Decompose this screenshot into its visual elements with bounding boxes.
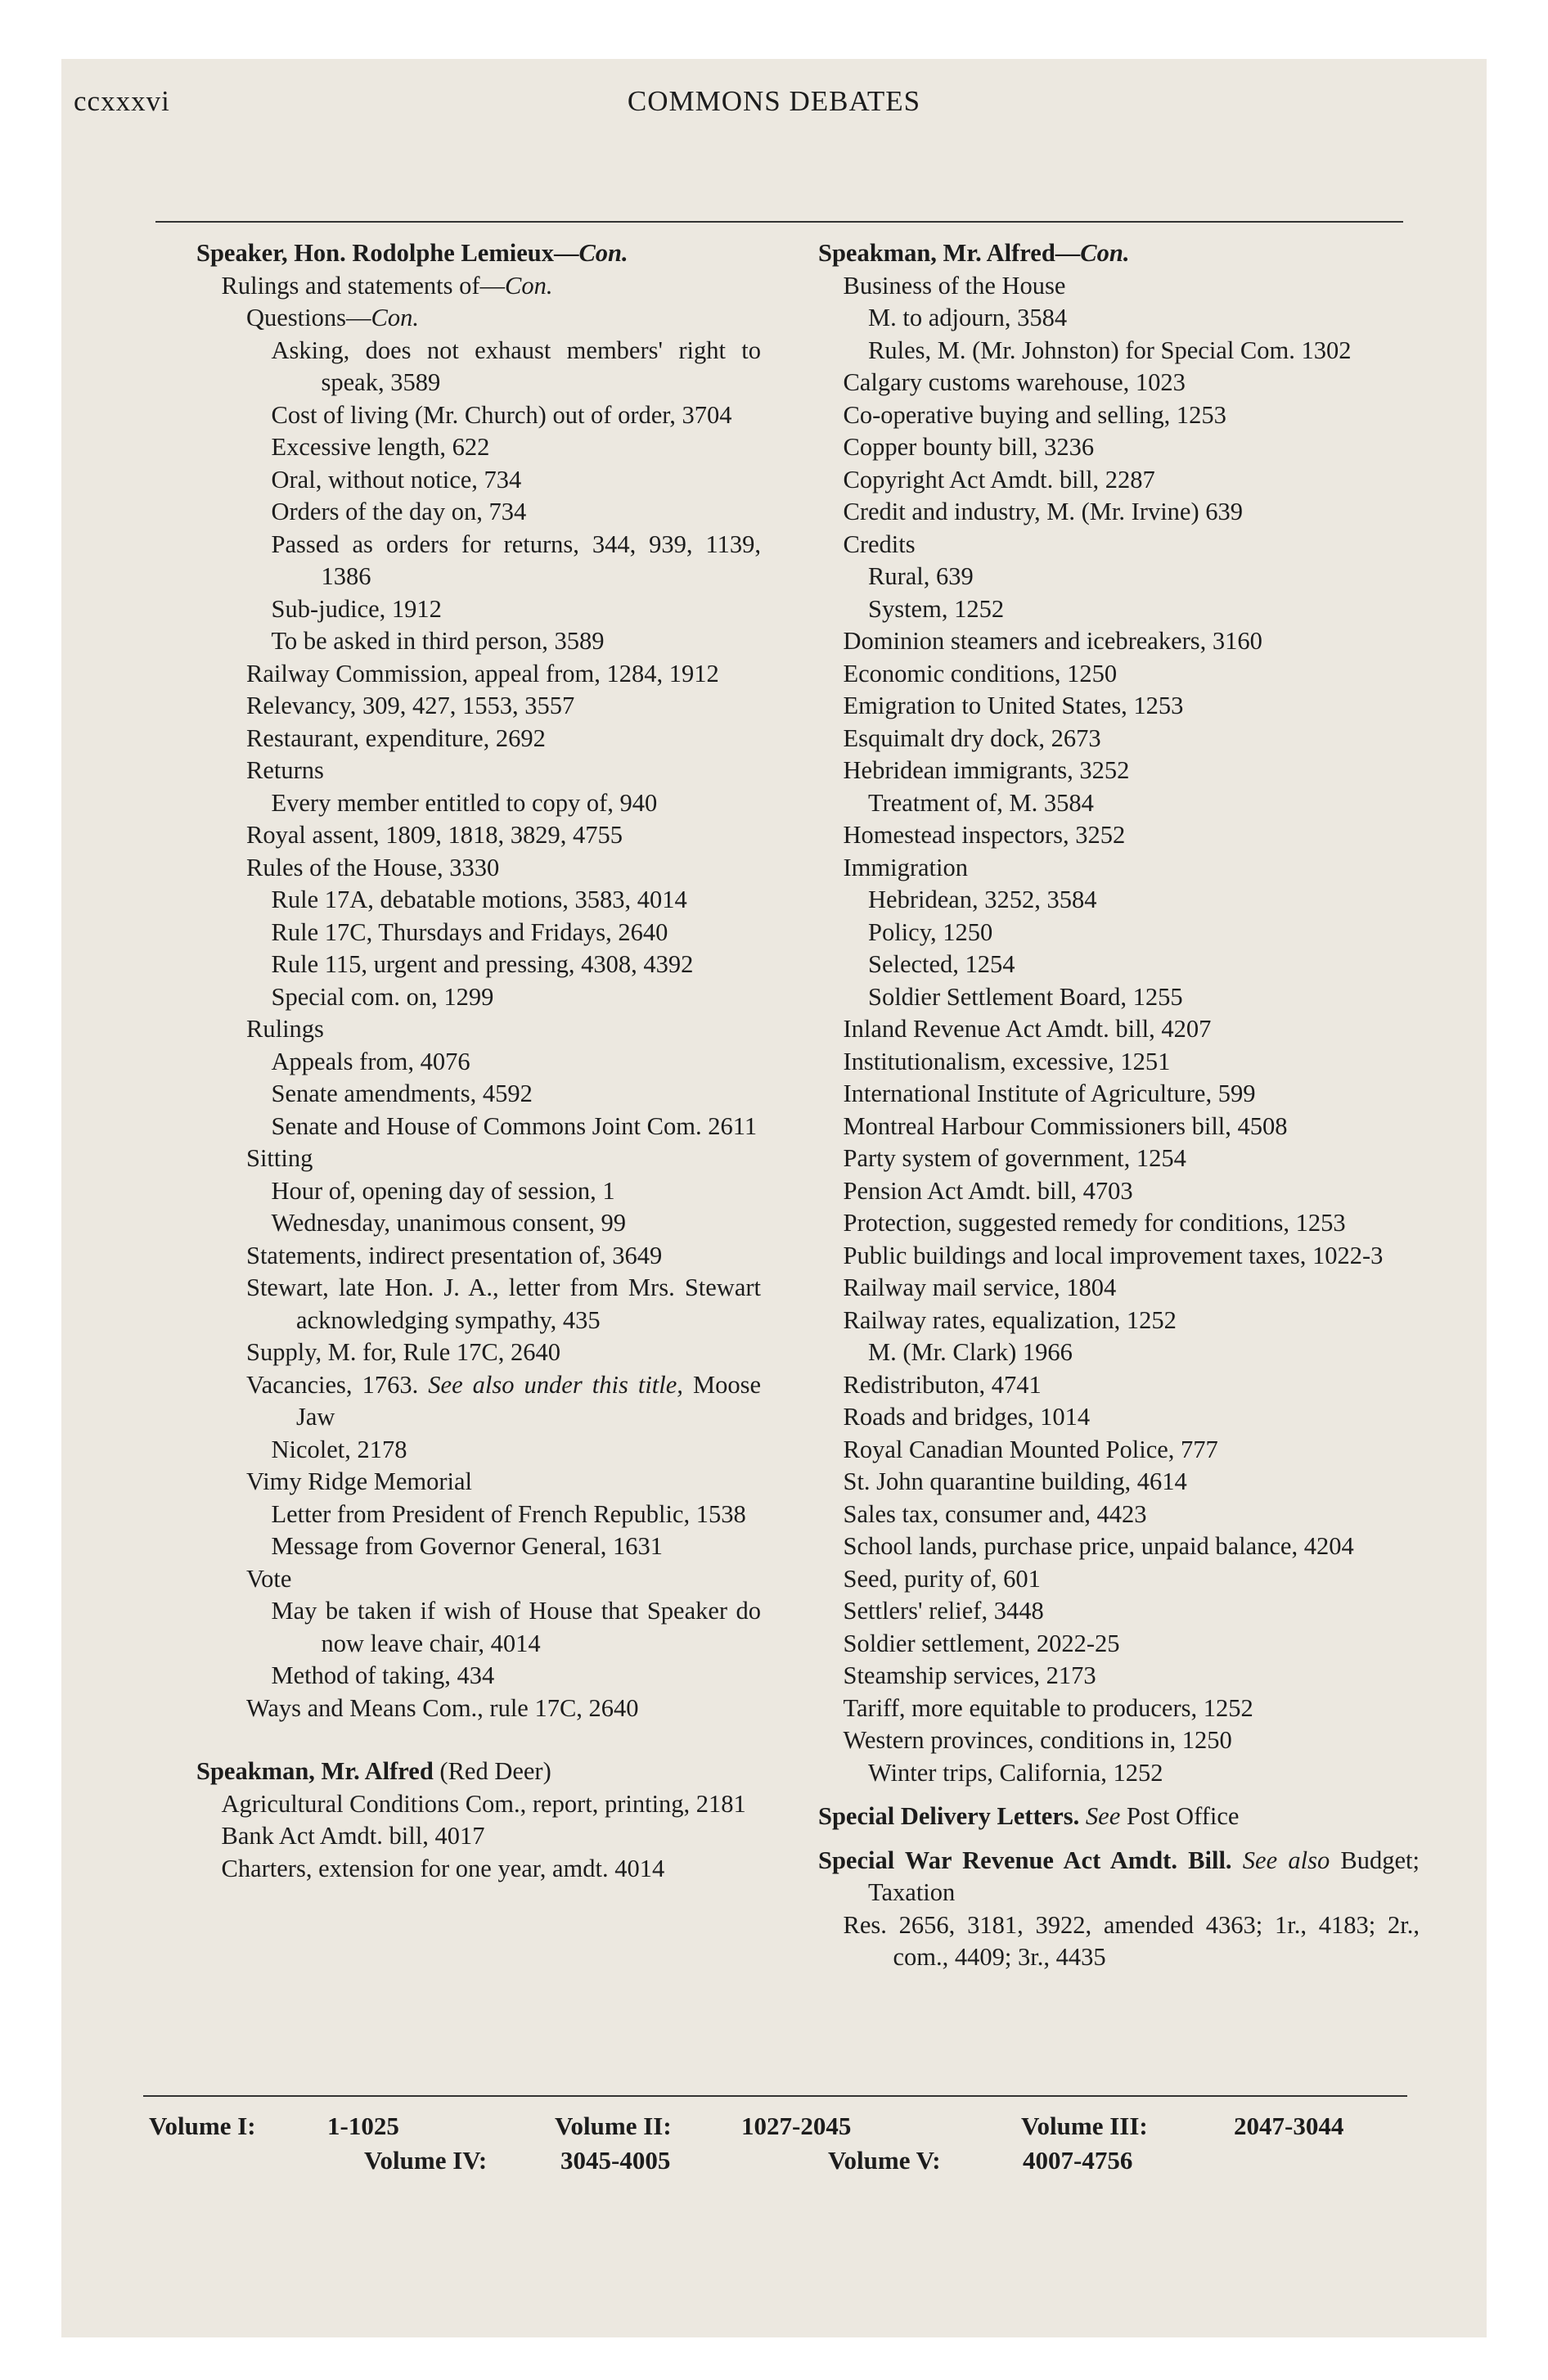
index-entry	[818, 464, 1420, 497]
index-entry	[818, 496, 1420, 529]
entry-text: Budget; Taxation	[868, 1846, 1420, 1906]
entry-text: Vacancies, 1763.	[246, 1370, 429, 1399]
entry-text: Montreal Harbour Commissioners bill, 4508	[843, 1111, 1288, 1140]
index-entry	[196, 1240, 761, 1273]
index-entry	[196, 464, 761, 497]
entry-text: Pension Act Amdt. bill, 4703	[843, 1176, 1133, 1205]
entry-text: Message from Governor General, 1631	[271, 1532, 664, 1560]
entry-text: Bank Act Amdt. bill, 4017	[221, 1822, 485, 1850]
entry-text: St. John quarantine building, 4614	[843, 1467, 1187, 1495]
entry-text: Post Office	[1120, 1802, 1240, 1830]
entry-text: Hour of, opening day of session, 1	[271, 1176, 615, 1205]
index-entry	[196, 1853, 761, 1886]
entry-text: Winter trips, California, 1252	[868, 1758, 1163, 1787]
index-entry	[818, 658, 1420, 691]
index-entry	[818, 1724, 1420, 1757]
entry-text: (Red Deer)	[433, 1757, 551, 1785]
entry-text: Cost of living (Mr. Church) out of order, 3704	[271, 400, 732, 429]
index-entry	[818, 819, 1420, 852]
entry-text: Method of taking, 434	[271, 1661, 495, 1689]
entry-text: Hebridean, 3252, 3584	[868, 886, 1097, 913]
index-entry	[196, 787, 761, 820]
index-entry	[818, 852, 1420, 885]
index-entry	[818, 1078, 1420, 1111]
index-entry	[818, 1530, 1420, 1563]
index-entry	[196, 1820, 761, 1853]
entry-text: Con.	[1080, 239, 1130, 267]
entry-text: May be taken if wish of House that Speaker do now leave chair, 4014	[271, 1597, 761, 1657]
entry-text: Speakman, Mr. Alfred	[818, 239, 1055, 267]
index-entry	[818, 1909, 1420, 1974]
index-entry	[196, 949, 761, 981]
entry-text: Copper bounty bill, 3236	[843, 433, 1095, 461]
index-entry	[196, 1272, 761, 1336]
page-title: COMMONS DEBATES	[627, 85, 921, 117]
index-entry	[196, 917, 761, 949]
index-entry	[196, 1046, 761, 1079]
volume-4-range: 3045-4005	[560, 2146, 671, 2175]
index-entry	[818, 335, 1420, 367]
volume-4-label: Volume IV:	[364, 2146, 488, 2175]
index-entry	[818, 302, 1420, 335]
entry-text: Esquimalt dry dock, 2673	[843, 723, 1101, 752]
entry-text: Settlers' relief, 3448	[843, 1597, 1044, 1625]
entry-text: Tariff, more equitable to producers, 1252	[843, 1693, 1253, 1722]
index-entry	[818, 917, 1420, 949]
entry-text: Speakman, Mr. Alfred	[196, 1757, 434, 1785]
entry-text: Passed as orders for returns, 344, 939, 1139, 1386	[271, 530, 761, 590]
index-entry	[818, 1336, 1420, 1369]
entry-text: Sitting	[246, 1144, 313, 1172]
index-entry	[818, 1499, 1420, 1531]
index-entry	[818, 431, 1420, 464]
index-column-left	[196, 237, 761, 1885]
index-entry	[196, 302, 761, 335]
index-entry	[196, 1788, 761, 1821]
index-entry	[196, 1143, 761, 1175]
entry-text: Rule 115, urgent and pressing, 4308, 4392	[271, 950, 694, 978]
entry-text: Letter from President of French Republic, 1538	[271, 1499, 746, 1528]
index-entry	[196, 1434, 761, 1467]
index-entry	[196, 1563, 761, 1596]
entry-text: Economic conditions, 1250	[843, 659, 1118, 687]
index-entry	[818, 690, 1420, 723]
index-entry	[818, 1175, 1420, 1208]
entry-text: Orders of the day on, 734	[271, 498, 527, 525]
entry-text: Returns	[246, 756, 324, 784]
index-entry	[196, 981, 761, 1014]
index-entry	[196, 1111, 761, 1143]
entry-text: Immigration	[843, 853, 968, 881]
entry-text: Steamship services, 2173	[843, 1661, 1096, 1689]
entry-text: Copyright Act Amdt. bill, 2287	[843, 465, 1155, 494]
entry-text: Senate and House of Commons Joint Com. 2611	[271, 1111, 758, 1140]
entry-text: School lands, purchase price, unpaid balance, 4204	[843, 1532, 1354, 1560]
index-entry	[196, 1175, 761, 1208]
index-entry	[818, 1369, 1420, 1402]
entry-text: Selected, 1254	[868, 950, 1015, 978]
index-entry	[818, 625, 1420, 658]
index-entry	[196, 1336, 761, 1369]
entry-text: Credits	[843, 530, 916, 558]
volume-5-range: 4007-4756	[1023, 2146, 1133, 2175]
entry-text: Nicolet, 2178	[271, 1435, 407, 1463]
entry-text: Con.	[578, 239, 628, 267]
entry-text	[1232, 1846, 1243, 1874]
volume-3-range: 2047-3044	[1234, 2112, 1344, 2140]
index-entry	[196, 1693, 761, 1725]
entry-text: Charters, extension for one year, amdt. 4014	[221, 1854, 665, 1882]
entry-text: Ways and Means Com., rule 17C, 2640	[246, 1693, 639, 1722]
entry-text: Hebridean immigrants, 3252	[843, 756, 1130, 784]
entry-text: Royal assent, 1809, 1818, 3829, 4755	[246, 821, 623, 849]
index-entry	[818, 981, 1420, 1014]
index-entry	[818, 270, 1420, 303]
entry-text: Railway Commission, appeal from, 1284, 1912	[246, 659, 719, 687]
index-entry	[818, 1434, 1420, 1467]
index-entry	[818, 1143, 1420, 1175]
entry-text: Seed, purity of, 601	[843, 1564, 1041, 1593]
entry-text: Supply, M. for, Rule 17C, 2640	[246, 1338, 560, 1366]
index-entry	[818, 593, 1420, 626]
index-entry	[196, 690, 761, 723]
entry-text: Stewart, late Hon. J. A., letter from Mrs. Stewart acknowledging sympathy, 435	[246, 1273, 761, 1334]
entry-text: Relevancy, 309, 427, 1553, 3557	[246, 692, 575, 719]
index-entry	[777, 1801, 1420, 1833]
volume-2-label: Volume II:	[555, 2112, 672, 2140]
entry-text: Co-operative buying and selling, 1253	[843, 400, 1226, 429]
index-entry	[818, 1207, 1420, 1240]
entry-text: See also under this title,	[428, 1370, 683, 1399]
entry-text: Oral, without notice, 734	[271, 465, 522, 494]
entry-text: Restaurant, expenditure, 2692	[246, 723, 546, 752]
entry-text: Special War Revenue Act Amdt. Bill.	[818, 1846, 1232, 1874]
entry-text: Credit and industry, M. (Mr. Irvine) 639	[843, 498, 1243, 525]
entry-text: Treatment of, M. 3584	[868, 788, 1094, 817]
entry-text: See	[1085, 1802, 1121, 1830]
index-entry	[818, 1757, 1420, 1790]
index-entry	[196, 431, 761, 464]
index-entry	[196, 819, 761, 852]
index-entry	[818, 561, 1420, 593]
index-entry	[818, 1563, 1420, 1596]
volume-5-label: Volume V:	[828, 2146, 941, 2175]
index-entry	[196, 1369, 761, 1434]
entry-text: Dominion steamers and icebreakers, 3160	[843, 627, 1262, 655]
entry-text: Asking, does not exhaust members' right to speak, 3589	[271, 336, 761, 396]
index-entry	[196, 1530, 761, 1563]
index-entry	[818, 884, 1420, 917]
entry-text	[1079, 1802, 1086, 1830]
index-column-right	[818, 237, 1420, 1974]
entry-text: Emigration to United States, 1253	[843, 692, 1184, 719]
index-entry	[818, 1272, 1420, 1305]
entry-text: Every member entitled to copy of, 940	[271, 788, 658, 817]
entry-text: Railway mail service, 1804	[843, 1273, 1117, 1301]
index-entry	[196, 1013, 761, 1046]
index-entry	[196, 335, 761, 399]
entry-text: Business of the House	[843, 271, 1066, 300]
entry-text: Vote	[246, 1564, 292, 1593]
index-entry	[818, 529, 1420, 561]
entry-text: Rule 17A, debatable motions, 3583, 4014	[271, 886, 687, 913]
index-entry	[196, 270, 761, 303]
index-entry	[818, 949, 1420, 981]
index-entry	[196, 852, 761, 885]
entry-text: Special com. on, 1299	[271, 982, 494, 1011]
index-entry	[818, 1046, 1420, 1079]
page-folio: ccxxxvi	[74, 85, 170, 117]
index-entry	[818, 1466, 1420, 1499]
entry-text: Appeals from, 4076	[271, 1047, 470, 1075]
index-entry	[196, 399, 761, 432]
index-entry	[818, 1013, 1420, 1046]
entry-text: M. (Mr. Clark) 1966	[868, 1338, 1073, 1366]
entry-text: Res. 2656, 3181, 3922, amended 4363; 1r., 4183; 2r., com., 4409; 3r., 4435	[843, 1910, 1420, 1971]
index-entry	[818, 1111, 1420, 1143]
entry-text: Sub-judice, 1912	[271, 594, 442, 623]
entry-text: Wednesday, unanimous consent, 99	[271, 1209, 626, 1237]
entry-text: System, 1252	[868, 594, 1005, 623]
volume-1-range: 1-1025	[327, 2112, 399, 2140]
entry-text: Moose Jaw	[296, 1370, 761, 1431]
index-entry	[818, 1628, 1420, 1661]
index-entry	[196, 625, 761, 658]
index-entry	[818, 367, 1420, 399]
entry-text: Policy, 1250	[868, 917, 993, 946]
index-entry	[196, 529, 761, 593]
index-entry	[196, 1660, 761, 1693]
entry-text: Con.	[504, 271, 553, 300]
entry-text: Calgary customs warehouse, 1023	[843, 368, 1186, 396]
index-entry	[196, 1466, 761, 1499]
entry-text: Party system of government, 1254	[843, 1144, 1186, 1172]
volume-2-range: 1027-2045	[741, 2112, 852, 2140]
entry-text: Special Delivery Letters.	[818, 1802, 1080, 1830]
entry-text: Rules, M. (Mr. Johnston) for Special Com. 1302	[868, 336, 1352, 364]
entry-text: Western provinces, conditions in, 1250	[843, 1726, 1232, 1754]
index-entry	[196, 884, 761, 917]
entry-text: Rulings and statements of—	[221, 271, 505, 300]
entry-text: Public buildings and local improvement taxes, 1022-3	[843, 1241, 1384, 1269]
entry-text: Sales tax, consumer and, 4423	[843, 1499, 1147, 1528]
volume-3-label: Volume III:	[1021, 2112, 1148, 2140]
entry-text: —	[553, 239, 579, 267]
index-entry	[196, 593, 761, 626]
index-entry	[196, 723, 761, 755]
index-entry	[196, 1595, 761, 1660]
header-rule	[155, 221, 1403, 223]
index-entry	[818, 1305, 1420, 1337]
index-entry	[196, 1499, 761, 1531]
entry-text: M. to adjourn, 3584	[868, 304, 1068, 331]
entry-text: Soldier Settlement Board, 1255	[868, 982, 1183, 1011]
index-entry	[818, 1240, 1420, 1273]
entry-text: Senate amendments, 4592	[271, 1080, 533, 1107]
entry-text: Inland Revenue Act Amdt. bill, 4207	[843, 1015, 1212, 1043]
index-entry	[818, 1595, 1420, 1628]
entry-text: Statements, indirect presentation of, 3649	[246, 1241, 663, 1269]
entry-text: Soldier settlement, 2022-25	[843, 1629, 1120, 1657]
entry-text: Protection, suggested remedy for conditions, 1253	[843, 1209, 1346, 1237]
index-entry	[818, 1693, 1420, 1725]
entry-text: Railway rates, equalization, 1252	[843, 1305, 1177, 1334]
entry-text: To be asked in third person, 3589	[271, 627, 605, 655]
entry-text: Rule 17C, Thursdays and Fridays, 2640	[271, 917, 668, 946]
entry-text: Homestead inspectors, 3252	[843, 821, 1126, 849]
entry-text: Rural, 639	[868, 562, 974, 590]
volume-1-label: Volume I:	[149, 2112, 256, 2140]
index-entry	[818, 723, 1420, 755]
entry-text: See also	[1242, 1846, 1330, 1874]
entry-text: Agricultural Conditions Com., report, printing, 2181	[221, 1789, 746, 1818]
index-entry	[777, 1845, 1420, 1909]
index-entry	[196, 755, 761, 787]
index-entry	[777, 237, 1420, 270]
entry-text: Redistributon, 4741	[843, 1370, 1042, 1399]
index-entry	[196, 1207, 761, 1240]
entry-text: Speaker, Hon. Rodolphe Lemieux	[196, 239, 554, 267]
index-entry	[155, 237, 761, 270]
index-entry	[196, 1078, 761, 1111]
entry-text: Rules of the House, 3330	[246, 853, 500, 881]
index-entry	[196, 496, 761, 529]
entry-text: Con.	[371, 304, 419, 331]
index-entry	[818, 1401, 1420, 1434]
entry-text: Excessive length, 622	[271, 433, 490, 461]
footer-rule	[143, 2095, 1407, 2097]
entry-text: Rulings	[246, 1015, 324, 1043]
entry-text: Roads and bridges, 1014	[843, 1403, 1091, 1431]
index-entry	[196, 658, 761, 691]
entry-text: Questions—	[246, 304, 371, 331]
entry-text: Vimy Ridge Memorial	[246, 1467, 473, 1495]
entry-text: Institutionalism, excessive, 1251	[843, 1047, 1171, 1075]
entry-text: International Institute of Agriculture, 599	[843, 1080, 1256, 1107]
index-entry	[818, 399, 1420, 432]
index-entry	[818, 787, 1420, 820]
index-entry	[818, 755, 1420, 787]
index-entry	[155, 1756, 761, 1788]
entry-text: Royal Canadian Mounted Police, 777	[843, 1435, 1218, 1463]
entry-text: —	[1055, 239, 1081, 267]
index-entry	[818, 1660, 1420, 1693]
